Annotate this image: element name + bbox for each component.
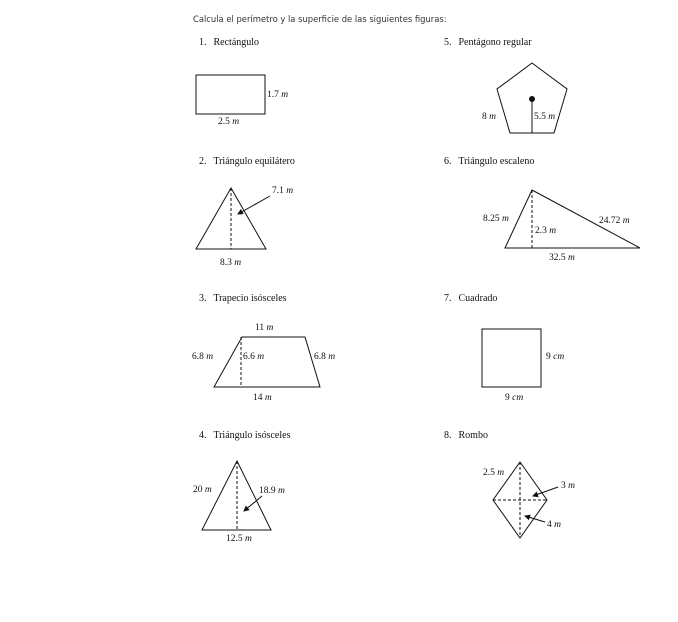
- equilateral-height-label: 7.1 m: [272, 186, 294, 196]
- rhombus-half-vertical-label: 4 m: [547, 520, 561, 530]
- square-side-label: 9 cm: [546, 352, 565, 362]
- pentagon-center-dot: [529, 96, 535, 102]
- rhombus-arrow-side: [533, 487, 558, 496]
- trapezoid-shape: [214, 337, 320, 387]
- scalene-right-side-label: 24.72 m: [599, 216, 630, 226]
- isosceles-base-label: 12.5 m: [226, 534, 252, 544]
- trapezoid-height-label: 6.6 m: [243, 352, 265, 362]
- trapezoid-right-side-label: 6.8 m: [314, 352, 336, 362]
- pentagon-side-label: 8 m: [482, 112, 496, 122]
- scalene-base-label: 32.5 m: [549, 253, 575, 263]
- problem-2-title: 2. Triángulo equilátero: [199, 156, 295, 167]
- isosceles-side-label: 20 m: [193, 485, 212, 495]
- problem-6-title: 6. Triángulo escaleno: [444, 156, 535, 167]
- trapezoid-top-label: 11 m: [255, 323, 274, 333]
- rectangle-shape: [196, 75, 265, 114]
- scalene-height-label: 2.3 m: [535, 226, 557, 236]
- rhombus-side-label: 2.5 m: [483, 468, 505, 478]
- isosceles-arrow: [244, 496, 262, 511]
- problem-7-title: 7. Cuadrado: [444, 293, 498, 304]
- problem-1-title: 1. Rectángulo: [199, 37, 260, 48]
- square-shape: [482, 329, 541, 387]
- equilateral-base-label: 8.3 m: [220, 258, 242, 268]
- pentagon-apothem-label: 5.5 m: [534, 112, 556, 122]
- problem-8-title: 8. Rombo: [444, 430, 488, 441]
- problem-3-title: 3. Trapecio isósceles: [199, 293, 287, 304]
- square-base-label: 9 cm: [505, 393, 524, 403]
- rectangle-base-label: 2.5 m: [218, 117, 240, 127]
- instructions: Calcula el perímetro y la superficie de las siguientes figuras:: [193, 14, 447, 24]
- trapezoid-base-label: 14 m: [253, 393, 272, 403]
- problem-4-title: 4. Triángulo isósceles: [199, 430, 291, 441]
- trapezoid-left-side-label: 6.8 m: [192, 352, 214, 362]
- scalene-left-side-label: 8.25 m: [483, 214, 509, 224]
- rhombus-half-horizontal-label: 3 m: [561, 481, 575, 491]
- isosceles-height-label: 18.9 m: [259, 486, 285, 496]
- equilateral-arrow: [238, 196, 270, 214]
- problem-5-title: 5. Pentágono regular: [444, 37, 532, 48]
- rectangle-height-label: 1.7 m: [267, 90, 289, 100]
